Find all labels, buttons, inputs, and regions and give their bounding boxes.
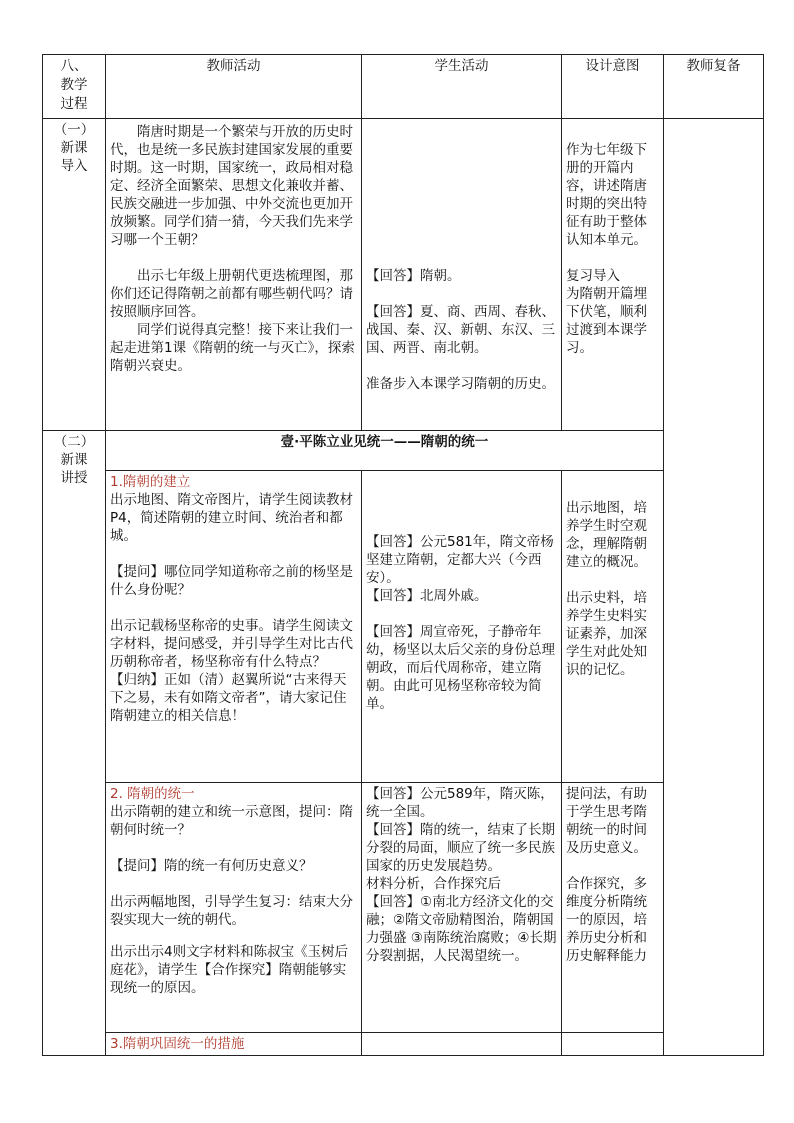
part1-design-p1: 出示地图，培养学生时空观念，理解隋朝建立的概况。 bbox=[566, 500, 647, 570]
part2-teacher-p1: 出示隋朝的建立和统一示意图，提问：隋朝何时统一？ bbox=[110, 804, 353, 838]
intro-label bbox=[43, 119, 106, 431]
intro-design-p1: 作为七年级下册的开篇内容，讲述隋唐时期的突出特征有助于整体认知本单元。 bbox=[566, 142, 647, 248]
part1-teacher-p2: 【提问】哪位同学知道称帝之前的杨坚是什么身份呢？ bbox=[110, 564, 353, 598]
intro-row bbox=[43, 119, 764, 431]
header-row bbox=[43, 55, 764, 119]
part1-design-intent bbox=[562, 471, 664, 783]
lecture-label-line: （二） bbox=[53, 434, 95, 450]
part1-student-p1: 【回答】公元581年，隋文帝杨坚建立隋朝，定都大兴（今西安）。 bbox=[366, 534, 554, 586]
intro-student-p1: 【回答】隋朝。 bbox=[366, 268, 461, 284]
part3-teacher-activity bbox=[106, 1033, 362, 1056]
part3-row bbox=[43, 1033, 764, 1056]
header-process-line: 过程 bbox=[60, 96, 88, 112]
part2-design-intent bbox=[562, 783, 664, 1033]
lecture-label bbox=[43, 431, 106, 1056]
part2-student-activity bbox=[362, 783, 562, 1033]
part1-teacher-p1: 出示地图、隋文帝图片，请学生阅读教材P4，简述隋朝的建立时间、统治者和都城。 bbox=[110, 492, 353, 544]
part2-teacher-p2: 【提问】隋的统一有何历史意义？ bbox=[110, 858, 313, 874]
part2-design-p1: 提问法，有助于学生思考隋朝统一的时间及历史意义。 bbox=[566, 786, 647, 856]
part1-student-p3: 【回答】周宣帝死，子静帝年幼，杨坚以太后父亲的身份总理朝政，而后代周称帝，建立隋朝。由此可见杨坚称帝较为简单。 bbox=[366, 624, 555, 712]
part2-teacher-p3: 出示两幅地图，引导学生复习：结束大分裂实现大一统的朝代。 bbox=[110, 894, 353, 928]
intro-design-p2: 复习导入 bbox=[566, 268, 620, 284]
part1-student-p2: 【回答】北周外戚。 bbox=[366, 588, 488, 604]
section-title: 壹·平陈立业见统一——隋朝的统一 bbox=[106, 431, 664, 471]
lesson-plan-table bbox=[42, 54, 764, 1056]
part2-row bbox=[43, 783, 764, 1033]
part2-heading: 2. 隋朝的统一 bbox=[110, 786, 195, 802]
intro-student-activity bbox=[362, 119, 562, 431]
intro-student-p3: 准备步入本课学习隋朝的历史。 bbox=[366, 376, 555, 392]
intro-design-p3: 为隋朝开篇埋下伏笔，顺利过渡到本课学习。 bbox=[566, 286, 647, 356]
intro-teacher-activity bbox=[106, 119, 362, 431]
part3-student-activity bbox=[362, 1033, 562, 1056]
teacher-review-column bbox=[664, 119, 764, 1056]
header-teacher-activity: 教师活动 bbox=[106, 55, 362, 119]
part1-heading: 1.隋朝的建立 bbox=[110, 474, 191, 490]
intro-label-line: （一） bbox=[53, 122, 95, 138]
part2-student-p1: 【回答】公元589年，隋灭陈，统一全国。 bbox=[366, 786, 554, 820]
section-title-row bbox=[43, 431, 764, 471]
header-process-line: 教学 bbox=[60, 77, 88, 93]
part1-student-activity bbox=[362, 471, 562, 783]
part2-design-p2: 合作探究，多维度分析隋统一的原因，培养历史分析和历史解释能力 bbox=[566, 876, 647, 964]
part1-teacher-p3: 出示记载杨坚称帝的史事。请学生阅读文字材料，提问感受，并引导学生对比古代历朝称帝者，杨坚称帝有什么特点？ bbox=[110, 618, 353, 670]
part1-row bbox=[43, 471, 764, 783]
header-process-line: 八、 bbox=[60, 58, 88, 74]
lecture-label-line: 讲授 bbox=[60, 470, 88, 486]
part1-teacher-activity bbox=[106, 471, 362, 783]
header-process bbox=[43, 55, 106, 119]
part2-student-p4: 【回答】①南北方经济文化的交融；②隋文帝励精图治，隋朝国力强盛 ③南陈统治腐败；④长期分裂割据，人民渴望统一。 bbox=[366, 894, 557, 964]
intro-teacher-p3: 同学们说得真完整！接下来让我们一起走进第1课《隋朝的统一与灭亡》，探索隋朝兴衰史。 bbox=[110, 322, 355, 374]
header-design-intent: 设计意图 bbox=[562, 55, 664, 119]
part1-design-p2: 出示史料，培养学生史料实证素养，加深学生对此处知识的记忆。 bbox=[566, 590, 647, 678]
part3-heading: 3.隋朝巩固统一的措施 bbox=[110, 1036, 245, 1052]
intro-teacher-p1: 隋唐时期是一个繁荣与开放的历史时代，也是统一多民族封建国家发展的重要时期。这一时期，国家统一，政局相对稳定、经济全面繁荣、思想文化兼收并蓄、民族交融进一步加强、中外交流也更加开放频繁。同学们猜一猜，今天我们先来学习哪一个王朝？ bbox=[110, 124, 353, 248]
part2-teacher-p4: 出示出示4则文字材料和陈叔宝《玉树后庭花》，请学生【合作探究】隋朝能够实现统一的原因。 bbox=[110, 944, 349, 996]
part2-student-p2: 【回答】隋的统一，结束了长期分裂的局面，顺应了统一多民族国家的历史发展趋势。 bbox=[366, 822, 555, 874]
intro-label-line: 新课 bbox=[60, 140, 88, 156]
intro-label-line: 导入 bbox=[60, 158, 88, 174]
part2-teacher-activity bbox=[106, 783, 362, 1033]
intro-student-p2: 【回答】夏、商、西周、春秋、战国、秦、汉、新朝、东汉、三国、两晋、南北朝。 bbox=[366, 304, 555, 356]
intro-design-intent bbox=[562, 119, 664, 431]
lecture-label-line: 新课 bbox=[60, 452, 88, 468]
header-teacher-review: 教师复备 bbox=[664, 55, 764, 119]
intro-teacher-p2: 出示七年级上册朝代更迭梳理图，那你们还记得隋朝之前都有哪些朝代吗？请按照顺序回答。 bbox=[110, 268, 353, 320]
header-student-activity: 学生活动 bbox=[362, 55, 562, 119]
part2-student-p3: 材料分析，合作探究后 bbox=[366, 876, 501, 892]
part3-design-intent bbox=[562, 1033, 664, 1056]
part1-teacher-p4: 【归纳】正如（清）赵翼所说“古来得天下之易，未有如隋文帝者”，请大家记住隋朝建立的相关信息！ bbox=[110, 672, 347, 724]
